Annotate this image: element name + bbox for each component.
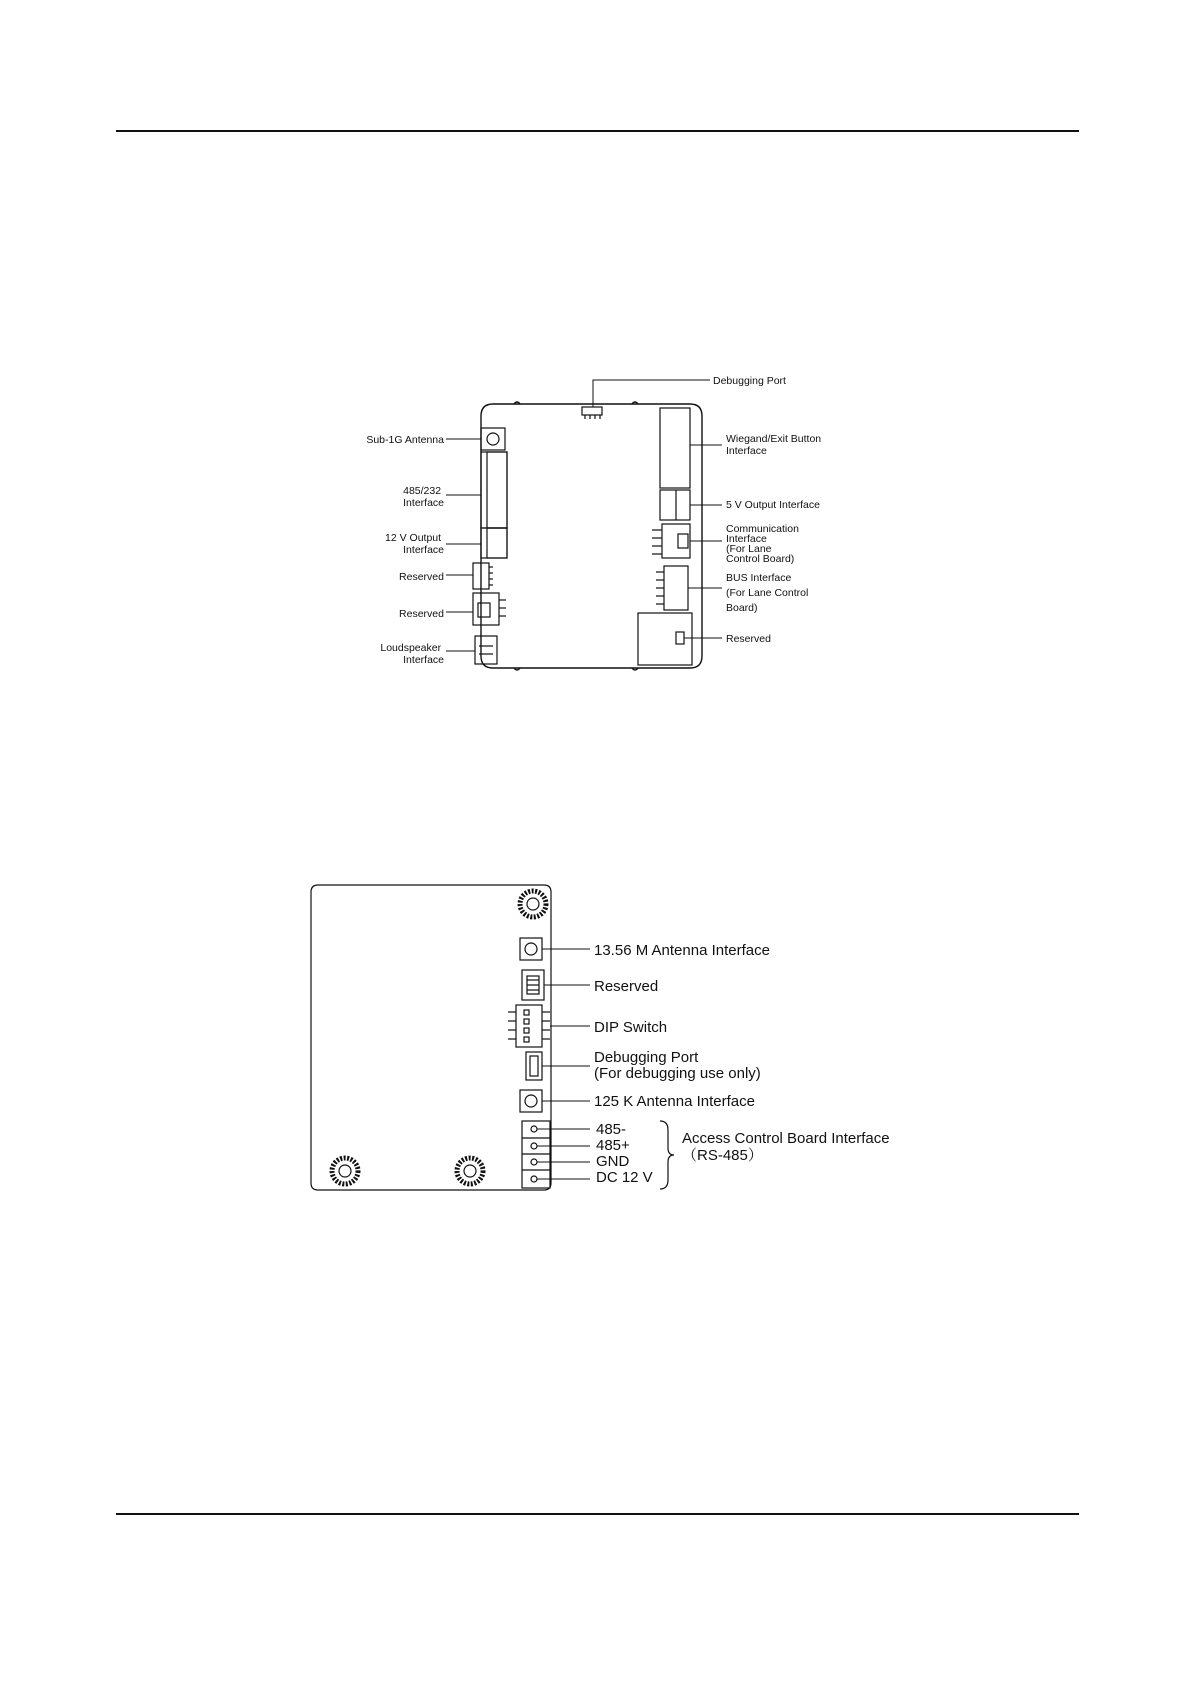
debugging-port-label: Debugging Port bbox=[713, 375, 786, 387]
reserved-left-1-label: Reserved bbox=[399, 571, 444, 583]
card-board-diagram bbox=[0, 880, 1181, 1200]
wiegand-connector bbox=[660, 408, 690, 488]
antenna-1356-connector bbox=[520, 938, 542, 960]
main-board-outline bbox=[481, 402, 702, 670]
reserved-left-2-connector bbox=[473, 593, 499, 625]
output-12v-label: 12 V Output Interface bbox=[385, 532, 444, 556]
reserved-right-label: Reserved bbox=[726, 633, 771, 645]
bus-connector bbox=[664, 566, 688, 610]
access-control-label: Access Control Board Interface （RS-485） bbox=[682, 1130, 890, 1164]
rs485-232-label: 485/232 Interface bbox=[403, 485, 444, 509]
mounting-hole bbox=[457, 1158, 483, 1184]
antenna-125k-connector bbox=[520, 1090, 542, 1112]
loudspeaker-label: Loudspeaker Interface bbox=[380, 642, 444, 666]
loudspeaker-connector bbox=[475, 636, 497, 664]
header-rule bbox=[116, 130, 1079, 132]
mounting-holes bbox=[332, 891, 546, 1184]
antenna-125k-label: 125 K Antenna Interface bbox=[594, 1093, 755, 1110]
debugging-port-connector bbox=[582, 407, 602, 419]
pin-gnd-label: GND bbox=[596, 1153, 630, 1170]
card-board-outline bbox=[311, 885, 551, 1190]
card-board-leaders bbox=[537, 949, 590, 1179]
rs485-232-connector bbox=[481, 452, 507, 528]
output-5v-connector bbox=[660, 490, 690, 520]
left-leaders bbox=[446, 439, 481, 651]
sub1g-antenna-label: Sub-1G Antenna bbox=[366, 434, 444, 446]
reserved-label: Reserved bbox=[594, 978, 659, 995]
output-12v-connector bbox=[481, 528, 507, 558]
left-components bbox=[473, 428, 507, 664]
debugging-port-leader bbox=[593, 380, 710, 407]
card-board-components bbox=[508, 938, 550, 1188]
antenna-1356-label: 13.56 M Antenna Interface bbox=[594, 942, 770, 959]
output-5v-label: 5 V Output Interface bbox=[726, 499, 820, 511]
wiegand-label: Wiegand/Exit Button Interface bbox=[726, 433, 822, 457]
communication-label: Communication Interface (For Lane Control Board) bbox=[726, 523, 799, 565]
pin-485-minus-label: 485- bbox=[596, 1121, 627, 1138]
mounting-hole bbox=[332, 1158, 358, 1184]
reserved-left-2-label: Reserved bbox=[399, 608, 444, 620]
footer-rule bbox=[116, 1513, 1079, 1515]
pin-485-plus-label: 485+ bbox=[596, 1137, 630, 1154]
pin-dc12v-label: DC 12 V bbox=[596, 1169, 653, 1186]
right-components bbox=[638, 408, 692, 665]
mounting-hole bbox=[520, 891, 546, 917]
sub1g-antenna-connector bbox=[481, 428, 505, 450]
bus-label: BUS Interface (For Lane Control Board) bbox=[726, 572, 809, 614]
dip-switch-label: DIP Switch bbox=[594, 1019, 668, 1036]
rs485-brace bbox=[660, 1121, 674, 1189]
communication-connector bbox=[662, 524, 690, 558]
debugging-port-label: Debugging Port (For debugging use only) bbox=[594, 1049, 761, 1082]
main-board-diagram bbox=[0, 360, 1181, 680]
